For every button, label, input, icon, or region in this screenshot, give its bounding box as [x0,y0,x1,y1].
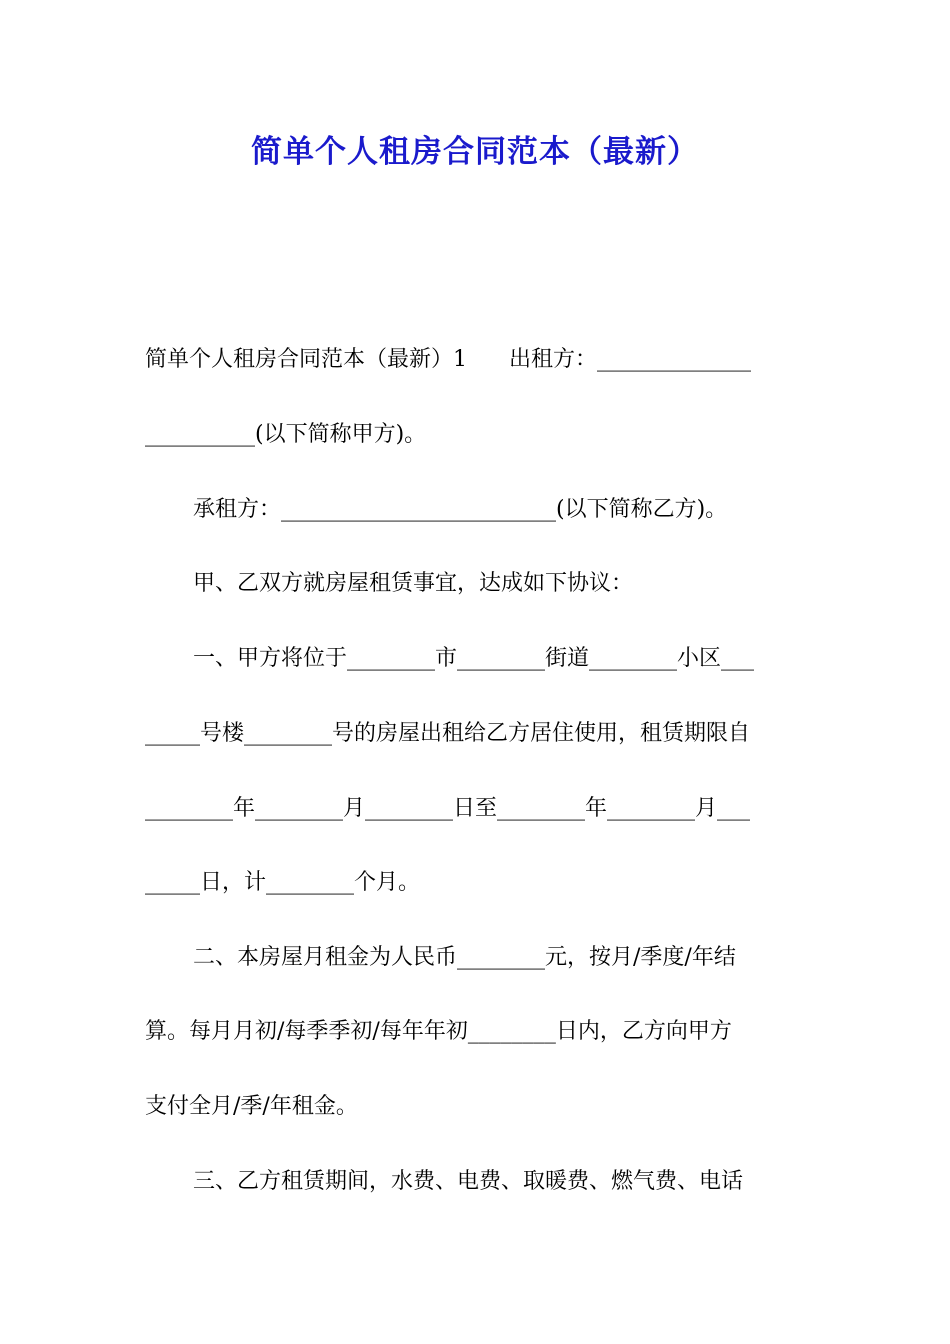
paragraph-line: _____日，计________个月。 [145,870,421,895]
paragraph-line: 算。每月月初/每季季初/每年年初________日内，乙方向甲方 [145,1019,732,1044]
paragraph-line: _____号楼________号的房屋出租给乙方居住使用，租赁期限自 [145,721,751,746]
paragraph-line: 一、甲方将位于________市________街道________小区___ [193,646,755,671]
document-title: 简单个人租房合同范本（最新） [251,134,699,170]
paragraph-line: 三、乙方租赁期间，水费、电费、取暖费、燃气费、电话 [193,1169,744,1194]
paragraph-line: 简单个人租房合同范本（最新）1 出租方：______________ [145,347,751,372]
paragraph-line: 二、本房屋月租金为人民币________元，按月/季度/年结 [193,945,736,970]
paragraph-line: 承租方：_________________________(以下简称乙方)。 [193,497,728,522]
paragraph-line: 甲、乙双方就房屋租赁事宜，达成如下协议： [193,571,634,596]
paragraph-line: ________年________月________日至________年________月___ [145,796,751,821]
paragraph-line: __________(以下简称甲方)。 [145,422,427,447]
paragraph-line: 支付全月/季/年租金。 [145,1094,358,1119]
